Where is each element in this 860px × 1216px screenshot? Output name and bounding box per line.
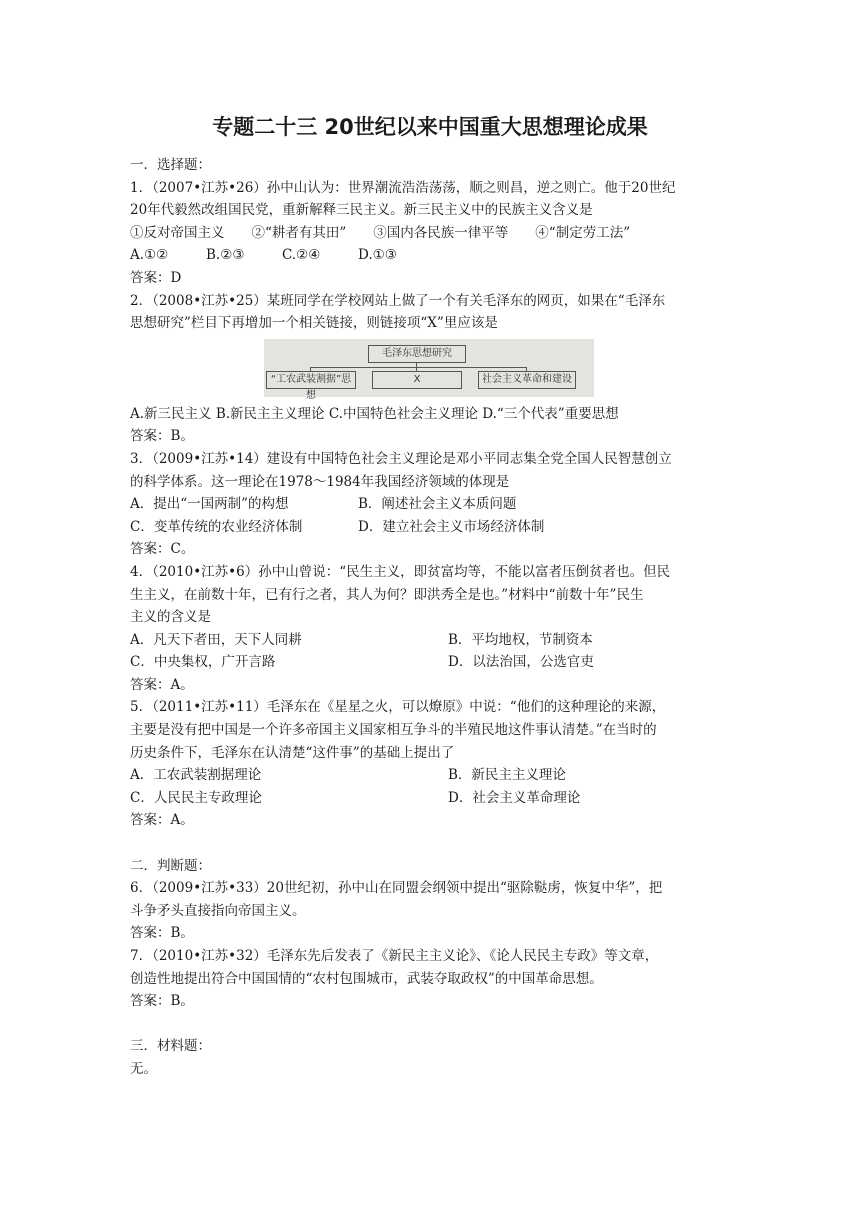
option-c: C.②④ <box>282 247 321 264</box>
option-b: B．阐述社会主义本质问题 <box>358 496 517 513</box>
question-1-answer: 答案：D <box>130 269 182 286</box>
question-3-options-row-2 <box>130 516 730 539</box>
diagram-node-right: 社会主义革命和建设 <box>478 371 576 389</box>
diagram-connector <box>310 367 526 368</box>
option-b: B.②③ <box>206 247 245 264</box>
section-heading-judgement: 二．判断题： <box>130 857 211 874</box>
mao-thought-diagram <box>264 339 594 401</box>
diagram-root-node: 毛泽东思想研究 <box>368 345 466 363</box>
question-1-line-1: 1．（2007•江苏•26）孙中山认为：世界潮流浩浩荡荡，顺之则昌，逆之则亡。他于20世纪 <box>130 179 676 196</box>
option-d: D．建立社会主义市场经济体制 <box>358 518 545 535</box>
option-b: B．平均地权，节制资本 <box>448 631 593 648</box>
question-5-options-row-2 <box>130 787 730 810</box>
spacer <box>130 1013 730 1036</box>
spacer <box>130 832 730 855</box>
option-d: D．以法治国，公选官吏 <box>448 654 594 671</box>
page-title: 专题二十三 20世纪以来中国重大思想理论成果 <box>212 115 648 139</box>
section-heading-choice: 一．选择题： <box>130 157 211 173</box>
question-4-line-3: 主义的含义是 <box>130 609 211 626</box>
question-3-line-2: 的科学体系。这一理论在1978～1984年我国经济领域的体现是 <box>130 473 510 490</box>
question-2-line-1: 2．（2008•江苏•25）某班同学在学校网站上做了一个有关毛泽东的网页，如果在“毛泽东 <box>130 292 666 309</box>
question-3-answer: 答案：C。 <box>130 541 195 558</box>
question-5-options-row-1 <box>130 764 730 787</box>
question-4-line-1: 4．（2010•江苏•6）孙中山曾说：“民生主义，即贫富均等，不能以富者压倒贫者也。但民 <box>130 563 671 580</box>
question-5-line-2: 主要是没有把中国是一个许多帝国主义国家相互争斗的半殖民地这件事认清楚。”在当时的 <box>130 722 657 739</box>
question-5-line-1: 5．（2011•江苏•11）毛泽东在《星星之火，可以燎原》中说：“他们的这种理论的来源， <box>130 699 666 716</box>
question-5-answer: 答案：A。 <box>130 812 194 829</box>
question-4-answer: 答案：A。 <box>130 676 194 693</box>
option-a: A.①② <box>130 247 169 264</box>
question-3-options-row-1 <box>130 493 730 516</box>
question-7-line-2: 创造性地提出符合中国国情的“农村包围城市，武装夺取政权”的中国革命思想。 <box>130 970 603 987</box>
question-5-line-3: 历史条件下，毛泽东在认清楚“这件事”的基础上提出了 <box>130 744 455 761</box>
question-4-options-row-2 <box>130 651 730 674</box>
diagram-node-x: X <box>372 371 462 389</box>
question-6-line-1: 6．（2009•江苏•33）20世纪初，孙中山在同盟会纲领中提出“驱除鞑虏，恢复中华”，把 <box>130 880 663 897</box>
option-c: C．变革传统的农业经济体制 <box>130 518 303 535</box>
option-a: A．提出“一国两制”的构想 <box>130 496 289 513</box>
option-c: C．人民民主专政理论 <box>130 789 262 806</box>
question-1-options <box>130 244 730 267</box>
question-4-line-2: 生主义，在前数十年，已有行之者，其人为何？即洪秀全是也。”材料中“前数十年”民生 <box>130 586 644 603</box>
question-2-line-2: 思想研究”栏目下再增加一个相关链接，则链接项“X”里应该是 <box>130 315 498 332</box>
question-6-line-2: 斗争矛头直接指向帝国主义。 <box>130 902 306 919</box>
option-d: D．社会主义革命理论 <box>448 789 581 806</box>
question-3-line-1: 3．（2009•江苏•14）建设有中国特色社会主义理论是邓小平同志集全党全国人民智慧创立 <box>130 450 672 467</box>
option-d: D.①③ <box>358 247 397 264</box>
option-a: A．工农武装割据理论 <box>130 767 262 784</box>
option-a: A．凡天下者田，天下人同耕 <box>130 631 302 648</box>
diagram-node-left: “工农武装割据”思想 <box>266 371 356 389</box>
question-6-answer: 答案：B。 <box>130 925 194 942</box>
question-7-line-1: 7．（2010•江苏•32）毛泽东先后发表了《新民主主义论》、《论人民民主专政》等文章， <box>130 948 659 964</box>
question-1-items: ①反对帝国主义 ②“耕者有其田” ③国内各民族一律平等 ④“制定劳工法” <box>130 224 631 241</box>
question-1-line-2: 20年代毅然改组国民党，重新解释三民主义。新三民主义中的民族主义含义是 <box>130 202 593 219</box>
document-body <box>130 154 730 1081</box>
option-c: C．中央集权，广开言路 <box>130 654 276 671</box>
section-heading-material: 三．材料题： <box>130 1038 211 1055</box>
option-b: B．新民主主义理论 <box>448 767 566 784</box>
question-7-answer: 答案：B。 <box>130 993 194 1010</box>
question-2-options: A.新三民主义 B.新民主主义理论 C.中国特色社会主义理论 D.“三个代表”重要思想 <box>130 405 619 422</box>
section-3-body: 无。 <box>130 1060 157 1077</box>
question-4-options-row-1 <box>130 629 730 652</box>
question-2-answer: 答案：B。 <box>130 428 194 445</box>
